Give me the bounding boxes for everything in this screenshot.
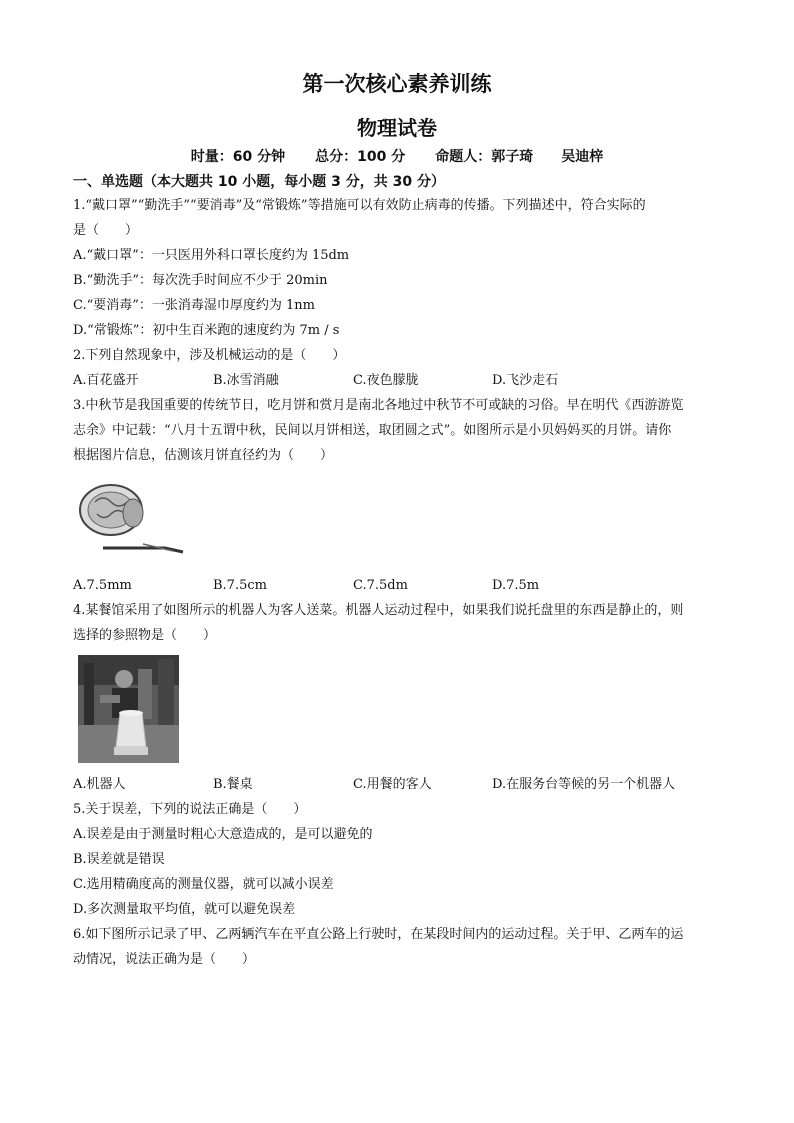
q1-option-c: C.“要消毒”：一张消毒湿巾厚度约为 1nm [73,298,316,313]
exam-subtitle: 物理试卷 [357,116,437,140]
q3-option-b: B.7.5cm [213,578,267,593]
q1-stem-line1: 1.“戴口罩”“勤洗手”“要消毒”及“常锻炼”等措施可以有效防止病毒的传播。下列描述中，符合实际的 [73,198,646,213]
q4-option-c: C.用餐的客人 [353,777,432,792]
q3-stem-line2: 志余》中记载：“八月十五谓中秋，民间以月饼相送，取团圆之式”。如图所示是小贝妈妈买的月饼。请你 [73,423,672,438]
q6-stem-line1: 6.如下图所示记录了甲、乙两辆汽车在平直公路上行驶时，在某段时间内的运动过程。关于甲、乙两车的运 [73,927,684,942]
q2-stem: 2.下列自然现象中，涉及机械运动的是（ ） [73,348,346,363]
time-limit: 时量：60 分钟 [190,149,286,165]
q2-option-a: A.百花盛开 [73,373,139,388]
q5-option-d: D.多次测量取平均值，就可以避免误差 [73,902,296,917]
q3-stem-line1: 3.中秋节是我国重要的传统节日，吃月饼和赏月是南北各地过中秋节不可或缺的习俗。早在明代《西游游览 [73,398,684,413]
exam-meta [0,146,794,166]
q4-stem-line2: 选择的参照物是（ ） [73,628,217,643]
total-score: 总分：100 分 [315,149,406,165]
q1-stem-line2: 是（ ） [73,223,139,238]
q3-stem-line3: 根据图片信息，估测该月饼直径约为（ ） [73,448,334,463]
robot-waiter-photo [78,655,179,763]
q4-option-d: D.在服务台等候的另一个机器人 [492,777,676,792]
q5-option-b: B.误差就是错误 [73,852,165,867]
q3-option-d: D.7.5m [492,578,540,593]
q1-option-b: B.“勤洗手”：每次洗手时间应不少于 20min [73,273,328,288]
q2-option-b: B.冰雪消融 [213,373,279,388]
q1-option-a: A.“戴口罩”：一只医用外科口罩长度约为 15dm [73,248,350,263]
q4-option-b: B.餐桌 [213,777,253,792]
author-second: 吴迪梓 [561,149,604,165]
q1-option-d: D.“常锻炼”：初中生百米跑的速度约为 7m / s [73,323,340,338]
q5-option-c: C.选用精确度高的测量仪器，就可以减小误差 [73,877,334,892]
q6-stem-line2: 动情况，说法正确为是（ ） [73,952,256,967]
q5-option-a: A.误差是由于测量时粗心大意造成的，是可以避免的 [73,827,373,842]
q3-option-c: C.7.5dm [353,578,408,593]
q2-option-c: C.夜色朦胧 [353,373,419,388]
q5-stem: 5.关于误差，下列的说法正确是（ ） [73,802,307,817]
q4-stem-line1: 4.某餐馆采用了如图所示的机器人为客人送菜。机器人运动过程中，如果我们说托盘里的东西是静止的，则 [73,603,684,618]
section-heading: 一、单选题（本大题共 10 小题，每小题 3 分，共 30 分） [73,174,445,190]
exam-title: 第一次核心素养训练 [302,72,492,96]
q2-option-d: D.飞沙走石 [492,373,559,388]
author: 命题人：郭子琦 [435,149,534,165]
q4-option-a: A.机器人 [73,777,126,792]
mooncake-photo [73,478,185,558]
q3-option-a: A.7.5mm [73,578,132,593]
